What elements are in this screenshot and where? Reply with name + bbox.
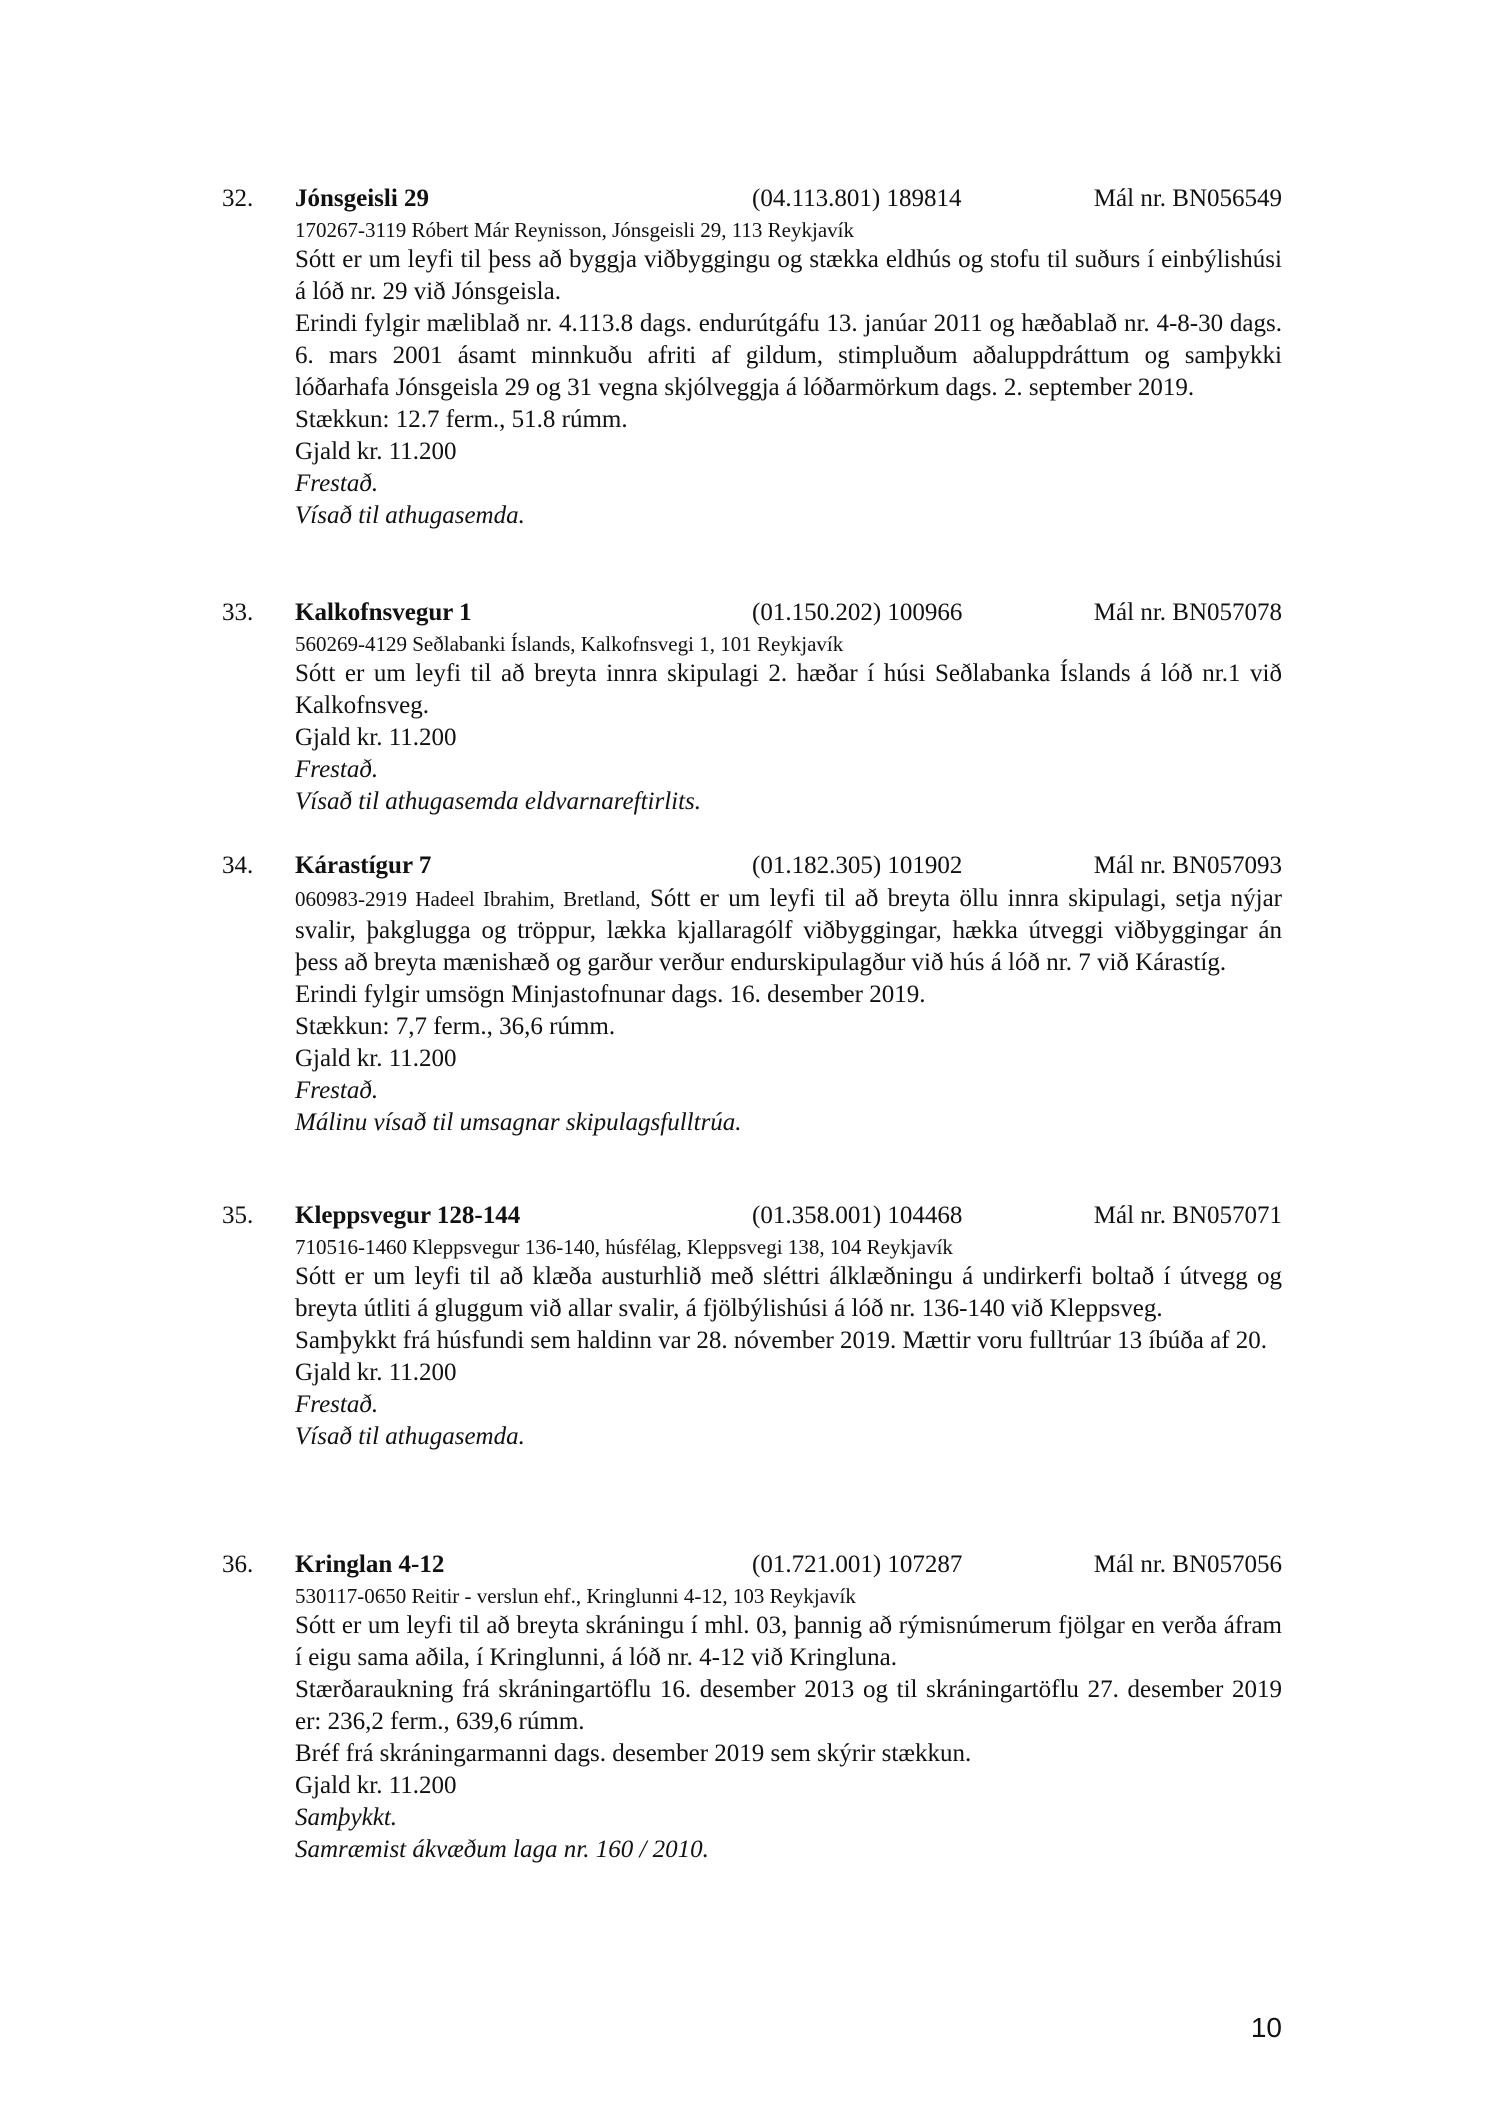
case-header — [222, 596, 1282, 630]
case-address: Jónsgeisli 29 — [295, 185, 430, 212]
case-number: 34. — [222, 852, 254, 879]
case-applicant: 530117-0650 Reitir - verslun ehf., Kringlunni 4-12, 103 Reykjavík — [295, 1584, 856, 1608]
case-applicant: 560269-4129 Seðlabanki Íslands, Kalkofnsvegi 1, 101 Reykjavík — [295, 632, 844, 656]
case-number: 36. — [222, 1551, 254, 1578]
case-34 — [222, 849, 1282, 1139]
case-note: Stærðaraukning frá skráningartöflu 16. desember 2013 og til skráningartöflu 27. desember 2019 er: 236,2 ferm., 639,6 rúmm. — [295, 1676, 1282, 1735]
case-remark: Vísað til athugasemda. — [295, 1423, 525, 1450]
case-address: Kringlan 4-12 — [295, 1551, 445, 1578]
case-body — [295, 216, 1282, 532]
case-file-number: Mál nr. BN057078 — [1093, 599, 1282, 626]
case-property-ref: (01.150.202) 100966 — [752, 599, 963, 626]
case-description: Sótt er um leyfi til að breyta innra skipulagi 2. hæðar í húsi Seðlabanka Íslands á lóð nr.1 við Kalkofnsveg. — [295, 660, 1282, 719]
case-address: Kleppsvegur 128-144 — [295, 1202, 521, 1229]
case-fee: Gjald kr. 11.200 — [295, 438, 457, 465]
case-fee: Gjald kr. 11.200 — [295, 1045, 457, 1072]
case-applicant: 710516-1460 Kleppsvegur 136-140, húsfélag, Kleppsvegi 138, 104 Reykjavík — [295, 1235, 953, 1259]
case-property-ref: (01.358.001) 104468 — [752, 1202, 963, 1229]
case-fee: Gjald kr. 11.200 — [295, 724, 457, 751]
case-note: Stækkun: 7,7 ferm., 36,6 rúmm. — [295, 1013, 616, 1040]
case-body — [295, 1582, 1282, 1866]
case-applicant: 060983-2919 Hadeel Ibrahim, Bretland, — [295, 887, 641, 911]
case-decision: Frestað. — [295, 470, 379, 497]
case-applicant-description — [295, 883, 1282, 979]
case-file-number: Mál nr. BN057056 — [1093, 1551, 1282, 1578]
case-header — [222, 182, 1282, 216]
case-note: Samþykkt frá húsfundi sem haldinn var 28. nóvember 2019. Mættir voru fulltrúar 13 íbúða af 20. — [295, 1327, 1268, 1354]
case-remark: Vísað til athugasemda eldvarnareftirlits. — [295, 788, 702, 815]
case-header — [222, 1199, 1282, 1233]
case-number: 33. — [222, 599, 254, 626]
case-body — [295, 1233, 1282, 1453]
case-decision: Frestað. — [295, 1077, 379, 1104]
page-number: 10 — [1250, 2012, 1282, 2043]
case-36 — [222, 1548, 1282, 1866]
case-note: Erindi fylgir umsögn Minjastofnunar dags. 16. desember 2019. — [295, 981, 926, 1008]
case-address: Kárastígur 7 — [295, 852, 432, 879]
case-decision: Frestað. — [295, 756, 379, 783]
case-32 — [222, 182, 1282, 532]
case-address: Kalkofnsvegur 1 — [295, 599, 472, 626]
case-remark: Samræmist ákvæðum laga nr. 160 / 2010. — [295, 1836, 709, 1863]
case-number: 35. — [222, 1202, 254, 1229]
case-33 — [222, 596, 1282, 818]
case-property-ref: (04.113.801) 189814 — [752, 185, 962, 212]
case-note: Bréf frá skráningarmanni dags. desember 2019 sem skýrir stækkun. — [295, 1740, 972, 1767]
case-body — [295, 630, 1282, 818]
case-fee: Gjald kr. 11.200 — [295, 1772, 457, 1799]
case-fee: Gjald kr. 11.200 — [295, 1359, 457, 1386]
case-property-ref: (01.182.305) 101902 — [752, 852, 963, 879]
case-note: Erindi fylgir mæliblað nr. 4.113.8 dags. endurútgáfu 13. janúar 2011 og hæðablað nr. 4-8-30 dags. 6. mars 2001 ásamt minnkuðu afriti af gildum, stimpluðum aðaluppdráttum og samþykki lóðarhafa Jónsgeisla 29 og 31 vegna skjólveggja á lóðarmörkum dags. 2. september 2019. — [295, 310, 1282, 401]
case-description: Sótt er um leyfi til að klæða austurhlið með sléttri álklæðningu á undirkerfi boltað í útvegg og breyta útliti á gluggum við allar svalir, á fjölbýlishúsi á lóð nr. 136-140 við Kleppsveg. — [295, 1263, 1282, 1322]
case-header — [222, 849, 1282, 883]
case-file-number: Mál nr. BN057071 — [1093, 1202, 1282, 1229]
case-file-number: Mál nr. BN056549 — [1093, 185, 1282, 212]
case-body — [295, 883, 1282, 1139]
case-decision: Frestað. — [295, 1391, 379, 1418]
case-decision: Samþykkt. — [295, 1804, 398, 1831]
case-number: 32. — [222, 185, 254, 212]
case-applicant: 170267-3119 Róbert Már Reynisson, Jónsgeisli 29, 113 Reykjavík — [295, 218, 854, 242]
case-remark: Vísað til athugasemda. — [295, 502, 525, 529]
case-description: Sótt er um leyfi til að breyta skráningu í mhl. 03, þannig að rýmisnúmerum fjölgar en verða áfram í eigu sama aðila, í Kringlunni, á lóð nr. 4-12 við Kringluna. — [295, 1612, 1282, 1671]
case-description: Sótt er um leyfi til þess að byggja viðbyggingu og stækka eldhús og stofu til suðurs í einbýlishúsi á lóð nr. 29 við Jónsgeisla. — [295, 246, 1282, 305]
case-note: Stækkun: 12.7 ferm., 51.8 rúmm. — [295, 406, 628, 433]
case-file-number: Mál nr. BN057093 — [1093, 852, 1282, 879]
case-header — [222, 1548, 1282, 1582]
case-remark: Málinu vísað til umsagnar skipulagsfulltrúa. — [295, 1109, 742, 1136]
case-35 — [222, 1199, 1282, 1453]
case-description: Sótt er um leyfi til að breyta öllu innra skipulagi, setja nýjar svalir, þakglugga og tröppur, lækka kjallaragólf viðbyggingar, hækka útveggi viðbyggingar án þess að breyta mænishæð og garður verður endurskipulagður við hús á lóð nr. 7 við Kárastíg. — [295, 885, 1283, 976]
case-property-ref: (01.721.001) 107287 — [752, 1551, 963, 1578]
